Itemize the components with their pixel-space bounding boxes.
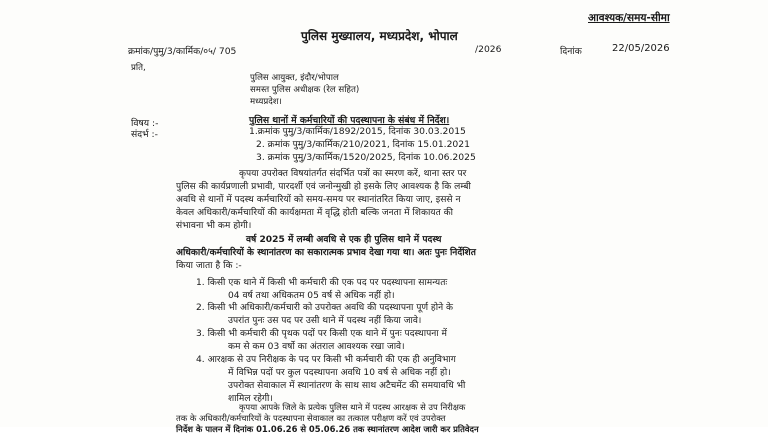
- office-header: पुलिस मुख्यालय, मध्यप्रदेश, भोपाल: [301, 29, 458, 43]
- reference-number: क्रमांक/पुमु/3/कार्मिक/०५/ 705: [128, 46, 237, 57]
- point-line: शामिल रहेगी।: [228, 394, 273, 404]
- reference-item: 2. क्रमांक पुमु/3/कार्मिक/210/2021, दिनांक 15.01.2021: [256, 139, 470, 150]
- paragraph-line: निर्देश के पालन में दिनांक 01.06.26 से 05.06.26 तक स्थानांतरण आदेश जारी कर प्रतिवेदन: [176, 424, 479, 434]
- point-line: 4. आरक्षक से उप निरीक्षक के पद पर किसी भी कर्मचारी की एक ही अनुविभाग: [196, 355, 456, 365]
- paragraph-line: कृपया उपरोक्त विषयांतर्गत संदर्भित पत्रों का स्मरण करें, थाना स्तर पर: [239, 169, 467, 179]
- paragraph-line: पुलिस की कार्यप्रणाली प्रभावी, पारदर्शी एवं जनोन्मुखी हो इसके लिए आवश्यक है कि लम्बी: [176, 182, 471, 192]
- point-line: कम से कम 03 वर्षो का अंतराल आवश्यक रखा जावे।: [228, 342, 405, 352]
- reference-item: 3. क्रमांक पुमु/3/कार्मिक/1520/2025, दिनांक 10.06.2025: [256, 152, 476, 163]
- references-label: संदर्भ :-: [131, 129, 158, 140]
- point-line: उपरोक्त सेवाकाल में स्थानांतरण के साथ साथ अटैचमेंट की समयावधि भी: [228, 381, 466, 391]
- point-line: 3. किसी भी कर्मचारी की पृथक पदों पर किसी एक थाने में पुनः पदस्थापना में: [196, 329, 447, 339]
- paragraph-line: किया जाता है कि :-: [176, 261, 242, 271]
- paragraph-line: संभावना भी कम होगी।: [176, 221, 252, 231]
- paragraph-line: अवधि से थानों में पदस्थ कर्मचारियों को समय-समय पर स्थानांतरित किया जाए, इससे न: [176, 195, 461, 205]
- reference-item: 1.क्रमांक पुमु/3/कार्मिक/1892/2015, दिनांक 30.03.2015: [249, 126, 466, 137]
- point-line: में विभिन्न पदों पर कुल पदस्थापना अवधि 10 वर्ष से अधिक नहीं हो।: [228, 368, 451, 378]
- subject-text: पुलिस थानों में कर्मचारियों की पदस्थापना के संबंध में निर्देश।: [249, 115, 450, 126]
- paragraph-line: केवल अधिकारी/कर्मचारियों की कार्यक्षमता में वृद्धि होती बल्कि जनता में शिकायत की: [176, 208, 454, 218]
- paragraph-line: वर्ष 2025 में लम्बी अवधि से एक ही पुलिस थाने में पदस्थ: [246, 235, 442, 245]
- prati-label: प्रति,: [131, 63, 146, 73]
- point-line: 1. किसी एक थाने में किसी भी कर्मचारी की एक पद पर पदस्थापना सामन्यतः: [196, 278, 448, 288]
- date-value: 22/05/2026: [612, 43, 670, 54]
- point-line: 04 वर्ष तथा अधिकतम 05 वर्ष से अधिक नहीं हो।: [228, 291, 395, 301]
- urgency-mark: आवश्यक/समय-सीमा: [588, 12, 670, 24]
- paragraph-line: तक के अधिकारी/कर्मचारियों के पदस्थापना सेवाकाल का तत्काल परीक्षण करें एवं उपरोक्त: [176, 413, 446, 423]
- recipient-line: मध्यप्रदेश।: [250, 97, 282, 107]
- reference-year: /2026: [475, 44, 502, 55]
- recipient-line: पुलिस आयुक्त, इंदौर/भोपाल: [250, 73, 339, 83]
- paragraph-line: कृपया आपके जिले के प्रत्येक पुलिस थाने में पदस्थ आरक्षक से उप निरीक्षक: [239, 402, 466, 412]
- paragraph-line: अधिकारी/कर्मचारियों के स्थानांतरण का सकारात्मक प्रभाव देखा गया था। अतः पुनः निर्देशित: [176, 248, 476, 258]
- point-line: 2. किसी भी अधिकारी/कर्मचारी को उपरोक्त अवधि की पदस्थापना पूर्ण होने के: [196, 303, 454, 313]
- subject-label: विषय :-: [131, 118, 159, 129]
- recipient-line: समस्त पुलिस अधीक्षक (रेल सहित): [250, 85, 360, 95]
- point-line: उपरांत पुनः उस पद पर उसी थाने में पदस्थ नहीं किया जावे।: [228, 316, 422, 326]
- date-label: दिनांक: [560, 46, 582, 57]
